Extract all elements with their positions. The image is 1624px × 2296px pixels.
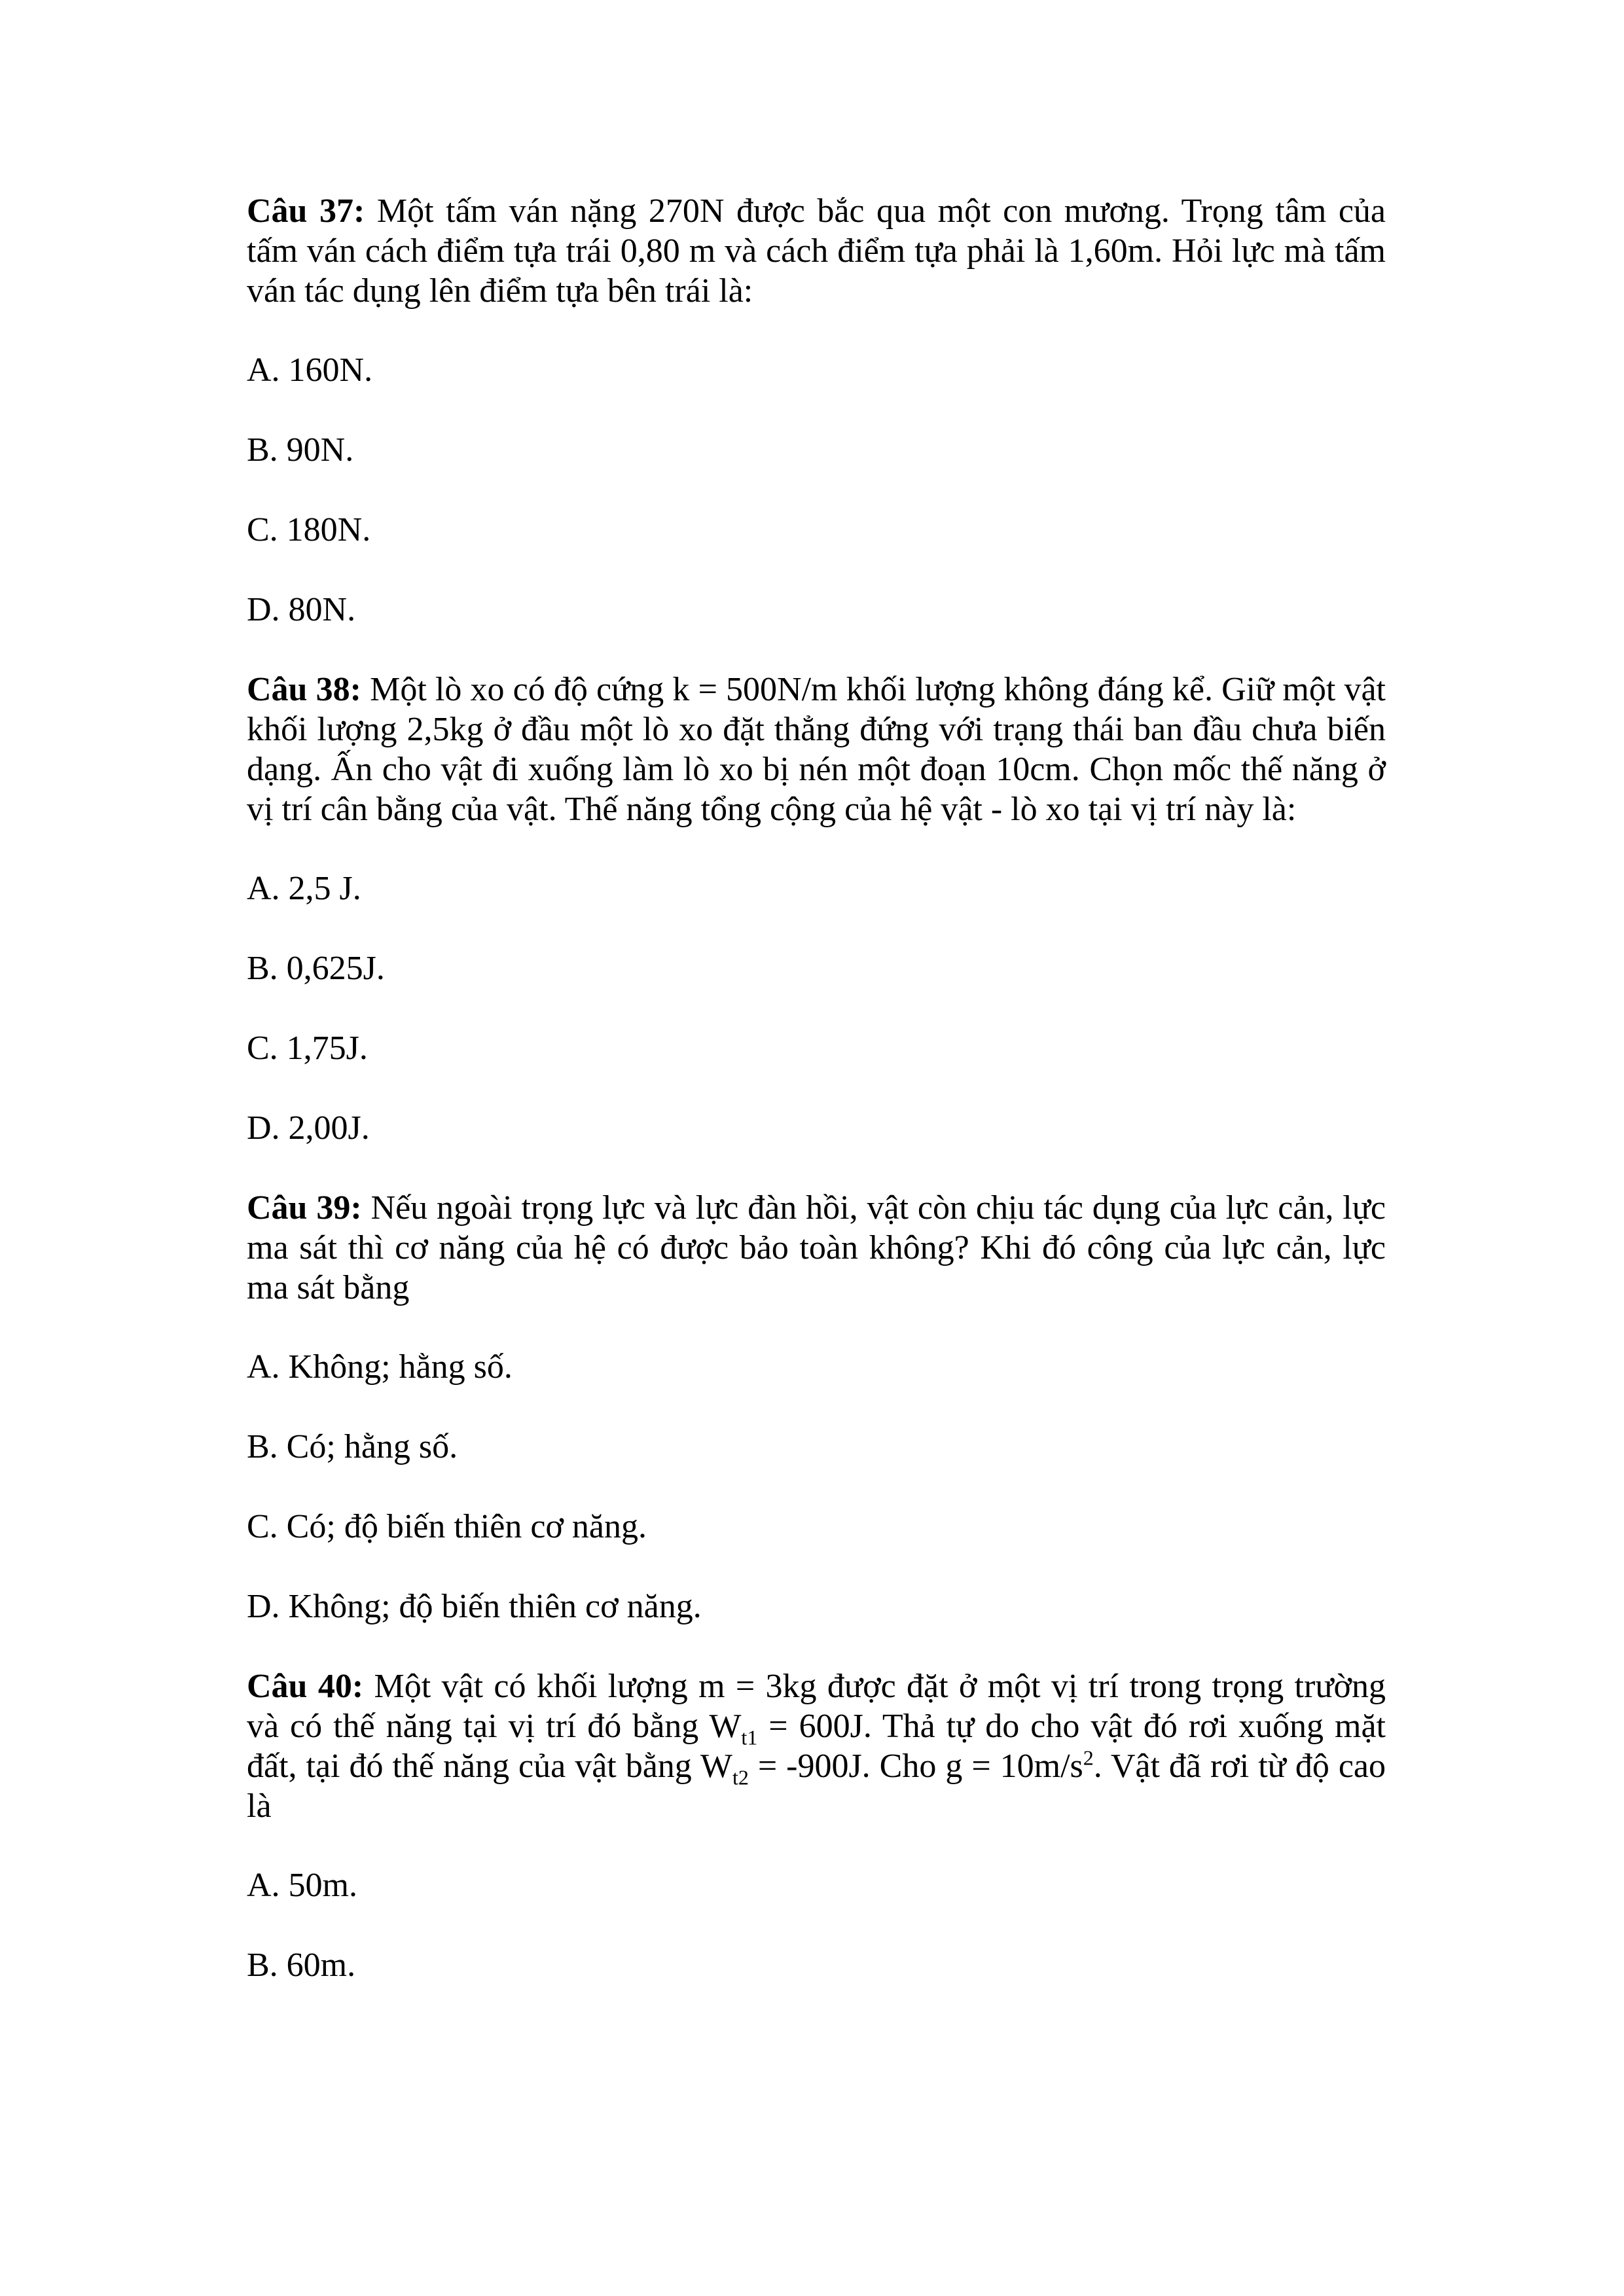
question-39 xyxy=(247,1188,1386,1308)
answer-option-d: D. 80N. xyxy=(247,591,356,628)
answer-option-b: B. 60m. xyxy=(247,1946,356,1984)
question-text-part: = -900J. Cho g = 10m/s xyxy=(748,1748,1083,1785)
subscript-t2: t2 xyxy=(732,1765,749,1789)
question-text: Một tấm ván nặng 270N được bắc qua một con mương. Trọng tâm của tấm ván cách điểm tựa trái 0,80 m và cách điểm tựa phải là 1,60m. Hỏi lực mà tấm ván tác dụng lên điểm tựa bên trái là: xyxy=(247,192,1386,310)
document-page xyxy=(247,191,1386,2025)
question-label: Câu 38: xyxy=(247,671,361,708)
answer-option-b: B. 0,625J. xyxy=(247,950,385,987)
question-text: Một lò xo có độ cứng k = 500N/m khối lượng không đáng kể. Giữ một vật khối lượng 2,5kg ở đầu một lò xo đặt thẳng đứng với trạng thái ban đầu chưa biến dạng. Ấn cho vật đi xuống làm lò xo bị nén một đoạn 10cm. Chọn mốc thế năng ở vị trí cân bằng của vật. Thế năng tổng cộng của hệ vật - lò xo tại vị trí này là: xyxy=(247,671,1386,828)
question-label: Câu 39: xyxy=(247,1189,362,1227)
answer-option-a: A. 2,5 J. xyxy=(247,870,361,907)
question-text-part: = 600J. Thả tự do cho vật đó rơi xuống mặt đất, tại đó thế năng của vật bằng W xyxy=(247,1708,1386,1785)
answer-option-a: A. Không; hằng số. xyxy=(247,1348,513,1386)
answer-option-c: C. 180N. xyxy=(247,511,371,548)
question-40 xyxy=(247,1666,1386,1826)
superscript-exponent: 2 xyxy=(1083,1746,1094,1770)
subscript-t1: t1 xyxy=(741,1725,758,1749)
answer-option-c: C. 1,75J. xyxy=(247,1030,368,1067)
answer-option-d: D. Không; độ biến thiên cơ năng. xyxy=(247,1588,702,1625)
question-label: Câu 40: xyxy=(247,1668,364,1705)
question-37 xyxy=(247,191,1386,311)
answer-option-c: C. Có; độ biến thiên cơ năng. xyxy=(247,1508,647,1545)
answer-option-d: D. 2,00J. xyxy=(247,1109,370,1147)
question-text-part: Một vật có khối lượng m = 3kg được đặt ở một vị trí trong trọng trường và có thế năng tại vị trí đó bằng W xyxy=(247,1668,1386,1745)
answer-option-a: A. 160N. xyxy=(247,351,373,389)
question-text: Nếu ngoài trọng lực và lực đàn hồi, vật còn chịu tác dụng của lực cản, lực ma sát thì cơ năng của hệ có được bảo toàn không? Khi đó công của lực cản, lực ma sát bằng xyxy=(247,1189,1386,1306)
answer-option-b: B. 90N. xyxy=(247,431,354,469)
answer-option-b: B. Có; hằng số. xyxy=(247,1428,458,1465)
question-label: Câu 37: xyxy=(247,192,365,230)
question-38 xyxy=(247,670,1386,829)
question-text-part: . Vật đã rơi từ độ cao là xyxy=(247,1748,1386,1825)
answer-option-a: A. 50m. xyxy=(247,1867,357,1904)
